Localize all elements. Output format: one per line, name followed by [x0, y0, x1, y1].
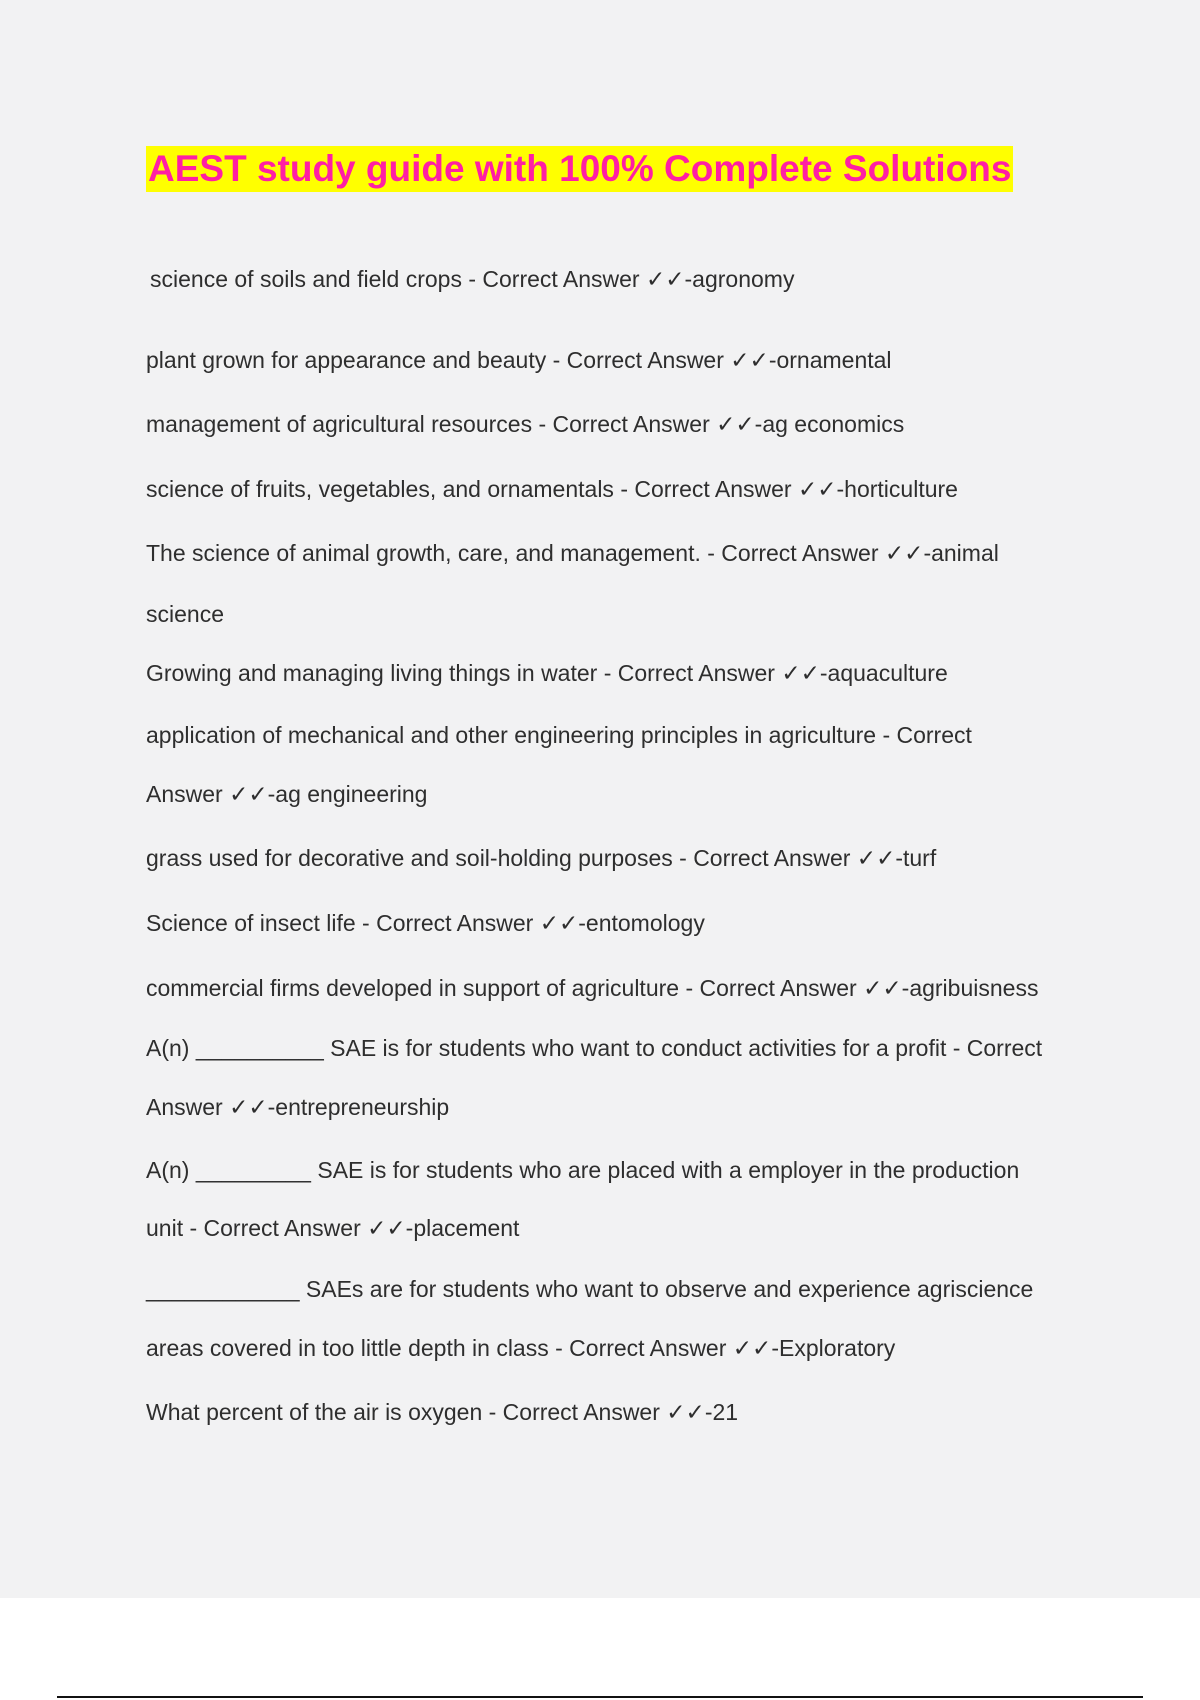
qa-line: The science of animal growth, care, and management. - Correct Answer ✓✓-animal: [146, 540, 999, 566]
qa-line: Answer ✓✓-entrepreneurship: [146, 1094, 450, 1120]
qa-line: Answer ✓✓-ag engineering: [146, 781, 428, 807]
qa-line: science: [146, 601, 224, 627]
document-title: AEST study guide with 100% Complete Solutions: [146, 146, 1013, 192]
title-block: [146, 146, 1013, 192]
qa-line: commercial firms developed in support of agriculture - Correct Answer ✓✓-agribuisness: [146, 975, 1039, 1001]
qa-line: science of fruits, vegetables, and ornamentals - Correct Answer ✓✓-horticulture: [146, 476, 958, 502]
qa-line: science of soils and field crops - Correct Answer ✓✓-agronomy: [150, 266, 795, 292]
qa-line: management of agricultural resources - Correct Answer ✓✓-ag economics: [146, 411, 905, 437]
qa-line: unit - Correct Answer ✓✓-placement: [146, 1215, 520, 1241]
qa-line: plant grown for appearance and beauty - Correct Answer ✓✓-ornamental: [146, 347, 892, 373]
qa-line: A(n) __________ SAE is for students who want to conduct activities for a profit - Correct: [146, 1035, 1043, 1061]
qa-line: grass used for decorative and soil-holding purposes - Correct Answer ✓✓-turf: [146, 845, 937, 871]
qa-line: What percent of the air is oxygen - Correct Answer ✓✓-21: [146, 1399, 739, 1425]
qa-line: Growing and managing living things in water - Correct Answer ✓✓-aquaculture: [146, 660, 948, 686]
qa-line: application of mechanical and other engineering principles in agriculture - Correct: [146, 722, 972, 748]
qa-line: areas covered in too little depth in class - Correct Answer ✓✓-Exploratory: [146, 1335, 896, 1361]
qa-line: ____________ SAEs are for students who want to observe and experience agriscience: [146, 1276, 1034, 1302]
footer-divider: [57, 1696, 1143, 1698]
qa-line: A(n) _________ SAE is for students who are placed with a employer in the production: [146, 1157, 1020, 1183]
qa-line: Science of insect life - Correct Answer ✓✓-entomology: [146, 910, 705, 936]
